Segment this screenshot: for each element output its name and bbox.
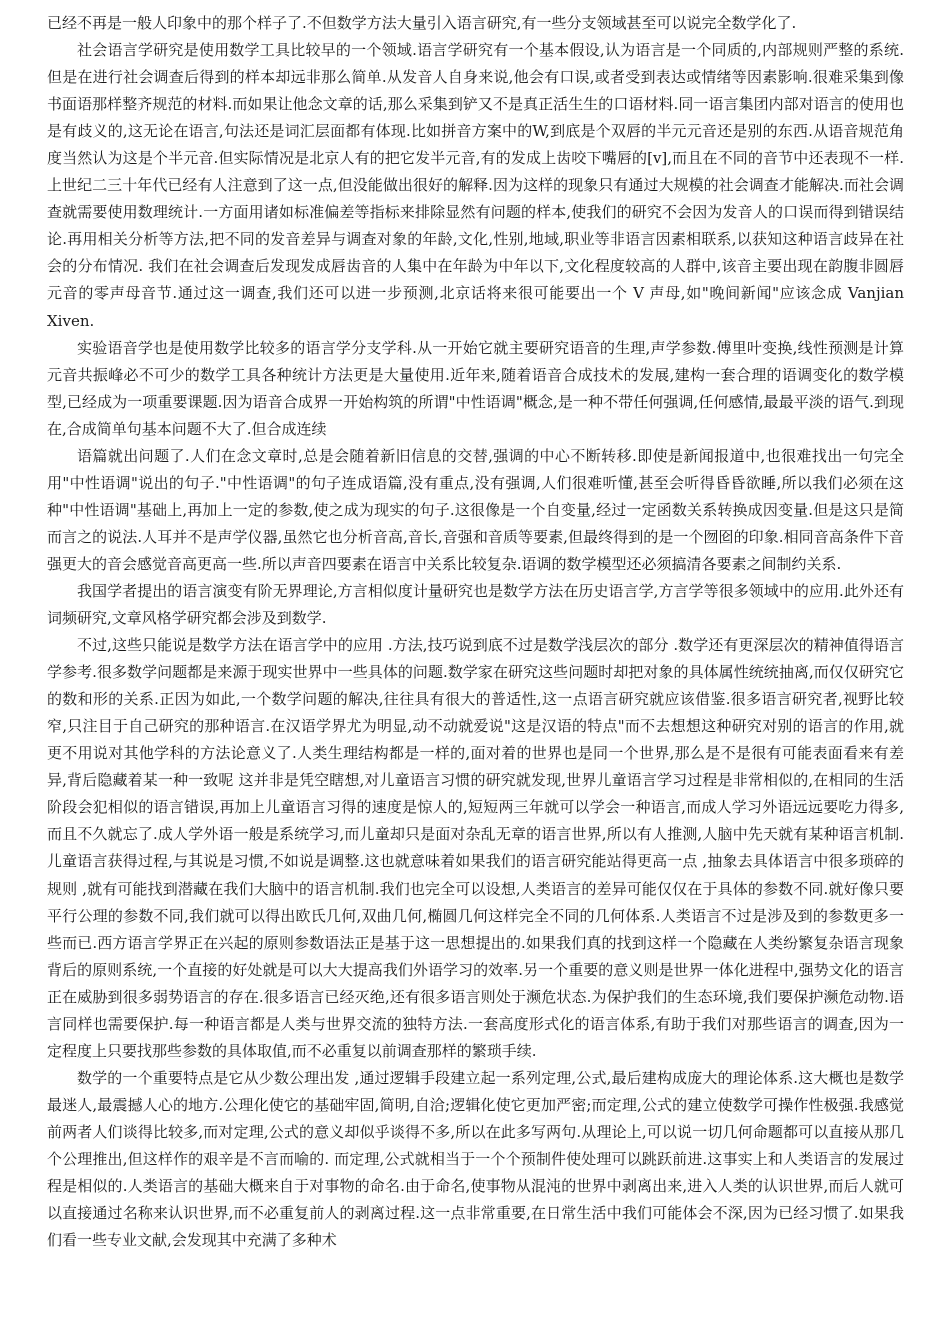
paragraph-continuation: 已经不再是一般人印象中的那个样子了.不但数学方法大量引入语言研究,有一些分支领域甚至可以说完全数学化了. [47, 14, 797, 32]
paragraph-discourse-intonation: 语篇就出问题了.人们在念文章时,总是会随着新旧信息的交替,强调的中心不断转移.即使是新闻报道中,也很难找出一句完全用"中性语调"说出的句子."中性语调"的句子连成语篇,没有重点,没有强调,人们很难听懂,甚至会听得昏昏欲睡,所以我们必须在这种"中性语调"基础上,再加上一定的参数,使之成为现实的句子.这很像是一个自变量,经过一定函数关系转换成因变量.但是这只是简而言之的说法.人耳并不是声学仪器,虽然它也分析音高,音长,音强和音质等要素,但最终得到的是一个囫囵的印象.相同音高条件下音强更大的音会感觉音高更高一些.所以声音四要素在语言中关系比较复杂.语调的数学模型还必须搞清各要素之间制约关系. [47, 446, 904, 573]
paragraph-experimental-phonetics: 实验语音学也是使用数学比较多的语言学分支学科.从一开始它就主要研究语音的生理,声学参数.傅里叶变换,线性预测是计算元音共振峰必不可少的数学工具各种统计方法更是大量使用.近年来,随着语音合成技术的发展,建构一套合理的语调变化的数学模型,已经成为一项重要课题.因为语音合成界一开始构筑的所谓"中性语调"概念,是一种不带任何强调,任何感情,最最平淡的语气.到现在,合成简单句基本问题不大了.但合成连续 [47, 338, 904, 438]
paragraph-sociolinguistics: 社会语言学研究是使用数学工具比较早的一个领域.语言学研究有一个基本假设,认为语言是一个同质的,内部规则严整的系统.但是在进行社会调查后得到的样本却远非那么简单.从发音人自身来说,他会有口误,或者受到表达或情绪等因素影响.很难采集到像书面语那样整齐规范的材料.而如果让他念文章的话,那么采集到铲又不是真正活生生的口语材料.同一语言集团内部对语言的使用也是有歧义的,这无论在语言,句法还是词汇层面都有体现.比如拼音方案中的W,到底是个双唇的半元元音还是别的东西.从语音规范角度当然认为这是个半元音.但实际情况是北京人有的把它发半元音,有的发成上齿咬下嘴唇的[v],而且在不同的音节中还表现不一样.上世纪二三十年代已经有人注意到了这一点,但没能做出很好的解释.因为这样的现象只有通过大规模的社会调查才能解决.而社会调查就需要使用数理统计.一方面用诸如标准偏差等指标来排除显然有问题的样本,使我们的研究不会因为发音人的口误而得到错误结论.再用相关分析等方法,把不同的发音差异与调查对象的年龄,文化,性别,地域,职业等非语言因素相联系,以获知这种语言歧异在社会的分布情况. 我们在社会调查后发现发成唇齿音的人集中在年龄为中年以下,文化程度较高的人群中,该音主要出现在韵腹非圆唇元音的零声母音节.通过这一调查,我们还可以进一步预测,北京话将来很可能要出一个 V 声母,如"晚间新闻"应该念成 Vanjian Xiven. [47, 41, 905, 330]
document-page [47, 10, 904, 1254]
paragraph-axioms: 数学的一个重要特点是它从少数公理出发 ,通过逻辑手段建立起一系列定理,公式,最后建构成庞大的理论体系.这大概也是数学最迷人,最震撼人心的地方.公理化使它的基础牢固,简明,自洽;逻辑化使它更加严密;而定理,公式的建立使数学可操作性极强.我感觉前两者人们谈得比较多,而对定理,公式的意义却似乎谈得不多,所以在此多写两句.从理论上,可以说一切几何命题都可以直接从那几个公理推出,但这样作的艰辛是不言而喻的. 而定理,公式就相当于一个个预制件使处理可以跳跃前进.这事实上和人类语言的发展过程是相似的.人类语言的基础大概来自于对事物的命名.由于命名,使事物从混沌的世界中剥离出来,进入人类的认识世界,而后人就可以直接通过名称来认识世界,而不必重复前人的剥离过程.这一点非常重要,在日常生活中我们可能体会不深,因为已经习惯了.如果我们看一些专业文献,会发现其中充满了多种术 [47, 1068, 904, 1250]
paragraph-deeper-spirit: 不过,这些只能说是数学方法在语言学中的应用 .方法,技巧说到底不过是数学浅层次的部分 .数学还有更深层次的精神值得语言学参考.很多数学问题都是来源于现实世界中一些具体的问题.数学家在研究这些问题时却把对象的具体属性统统抽离,而仅仅研究它的数和形的关系.正因为如此,一个数学问题的解决,往往具有很大的普适性,这一点语言研究就应该借鉴.很多语言研究者,视野比较窄,只注目于自己研究的那种语言.在汉语学界尤为明显,动不动就爱说"这是汉语的特点"而不去想想这种研究对别的语言的作用,就更不用说对其他学科的方法论意义了.人类生理结构都是一样的,面对着的世界也是同一个世界,那么是不是很有可能表面看来有差异,背后隐藏着某一种一致呢 这并非是凭空瞎想,对儿童语言习惯的研究就发现,世界儿童语言学习过程是非常相似的,在相同的生活阶段会犯相似的语言错误,再加上儿童语言习得的速度是惊人的,短短两三年就可以学会一种语言,而成人学习外语远远要吃力得多,而且不久就忘了.成人学外语一般是系统学习,而儿童却只是面对杂乱无章的语言世界,所以有人推测,人脑中先天就有某种语言机制.儿童语言获得过程,与其说是习惯,不如说是调整.这也就意味着如果我们的语言研究能站得更高一点 ,抽象去具体语言中很多琐碎的规则 ,就有可能找到潜藏在我们大脑中的语言机制.我们也完全可以设想,人类语言的差异可能仅仅在于具体的参数不同.就好像只要平行公理的参数不同,我们就可以得出欧氏几何,双曲几何,椭圆几何这样完全不同的几何体系.人类语言不过是涉及到的参数更多一些而已.西方语言学界正在兴起的原则参数语法正是基于这一思想提出的.如果我们真的找到这样一个隐藏在人类纷繁复杂语言现象背后的原则系统,一个直接的好处就是可以大大提高我们外语学习的效率.另一个重要的意义则是世界一体化进程中,强势文化的语言正在威胁到很多弱势语言的存在.很多语言已经灭绝,还有很多语言则处于濒危状态.为保护我们的生态环境,我们要保护濒危动物.语言同样也需要保护.每一种语言都是人类与世界交流的独特方法.一套高度形式化的语言体系,有助于我们对那些语言的调查,因为一定程度上只要找那些参数的具体取值,而不必重复以前调查那样的繁琐手续. [47, 636, 904, 1060]
paragraph-historical-linguistics: 我国学者提出的语言演变有阶无界理论,方言相似度计量研究也是数学方法在历史语言学,方言学等很多领域中的应用.此外还有词频研究,文章风格学研究都会涉及到数学. [47, 581, 904, 628]
